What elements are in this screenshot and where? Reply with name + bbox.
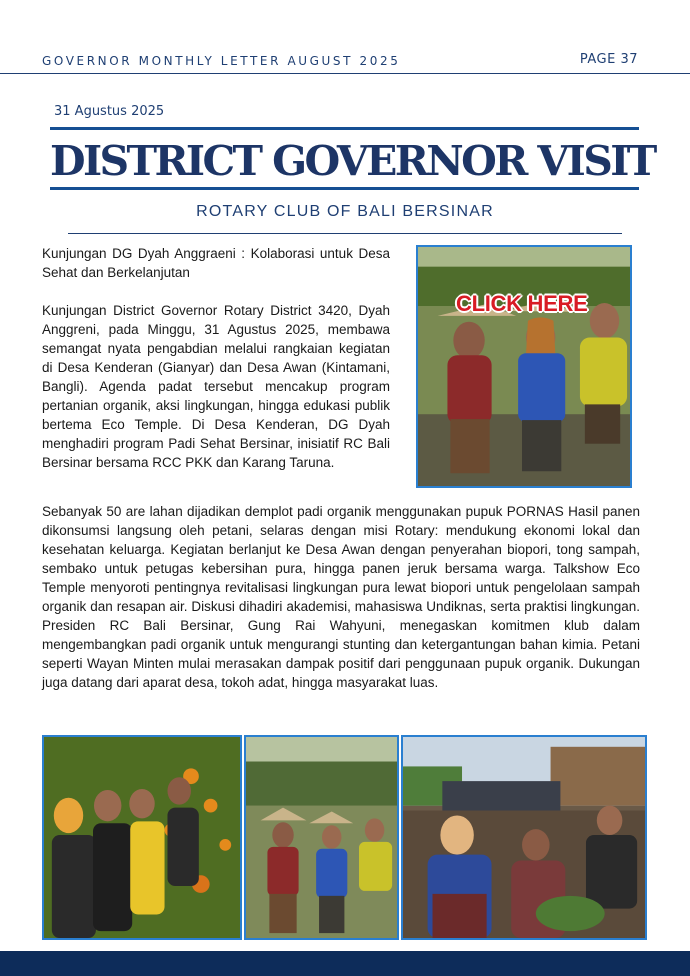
page-footer-bar [0,951,690,976]
orange-harvest-illustration [44,737,240,938]
article-title: DISTRICT GOVERNOR VISIT [50,137,655,185]
handover-event-photo [401,735,647,940]
intro-column [42,244,390,472]
subtitle-divider [68,233,622,234]
rice-field-illustration [418,247,630,486]
newsletter-title: GOVERNOR MONTHLY LETTER AUGUST 2025 [42,54,401,68]
rice-field-photo[interactable] [416,245,632,488]
page-header [0,0,690,75]
rice-planting-photo [244,735,399,940]
intro-paragraph: Kunjungan District Governor Rotary District 3420, Dyah Anggreni, pada Minggu, 31 Agustus 2025, membawa semangat nyata pengabdian melalui rangkaian kegiatan di Desa Kenderan (Gianyar) dan Desa Awan (Kintamani, Bangli). Agenda padat tersebut mencakup program pertanian organik, aksi lingkungan, hingga edukasi publik bertema Eco Temple. Di Desa Kenderan, DG Dyah menghadiri program Padi Sehat Bersinar, inisiatif RC Bali Bersinar bersama RCC PKK dan Karang Taruna. [42,303,390,470]
click-here-button[interactable]: CLICK HERE [456,291,588,316]
intro-heading: Kunjungan DG Dyah Anggraeni : Kolaborasi untuk Desa Sehat dan Berkelanjutan [42,246,390,280]
title-rule-top [50,127,639,130]
page-number: PAGE 37 [579,52,638,67]
header-divider [0,73,690,74]
article-date: 31 Agustus 2025 [54,104,165,119]
body-paragraph: Sebanyak 50 are lahan dijadikan demplot padi organik menggunakan pupuk PORNAS Hasil panen dikonsumsi langsung oleh petani, selaras dengan misi Rotary: mendukung ekonomi lokal dan kesehatan keluarga. Kegiatan berlanjut ke Desa Awan dengan penyerahan biopori, tong sampah, sembako untuk petugas kebersihan pura, hingga panen jeruk bersama warga. Talkshow Eco Temple menyoroti pentingnya revitalisasi lingkungan pura lewat biopori untuk pengelolaan sampah organik dan resapan air. Diskusi dihadiri akademisi, mahasiswa Undiknas, serta praktisi lingkungan. Presiden RC Bali Bersinar, Gung Rai Wahyuni, menegaskan komitmen klub dalam mengembangkan padi organik untuk mengurangi stunting dan ketergantungan bahan kimia. Petani seperti Wayan Minten mulai merasakan dampak positif dari penggunaan pupuk organik. Dukungan juga datang dari aparat desa, tokoh adat, hingga masyarakat luas. [42,504,640,690]
article-subtitle: ROTARY CLUB OF BALI BERSINAR [196,203,494,220]
handover-event-illustration [403,737,645,938]
orange-harvest-photo [42,735,242,940]
title-rule-bottom [50,187,639,190]
rice-planting-illustration [246,737,397,938]
